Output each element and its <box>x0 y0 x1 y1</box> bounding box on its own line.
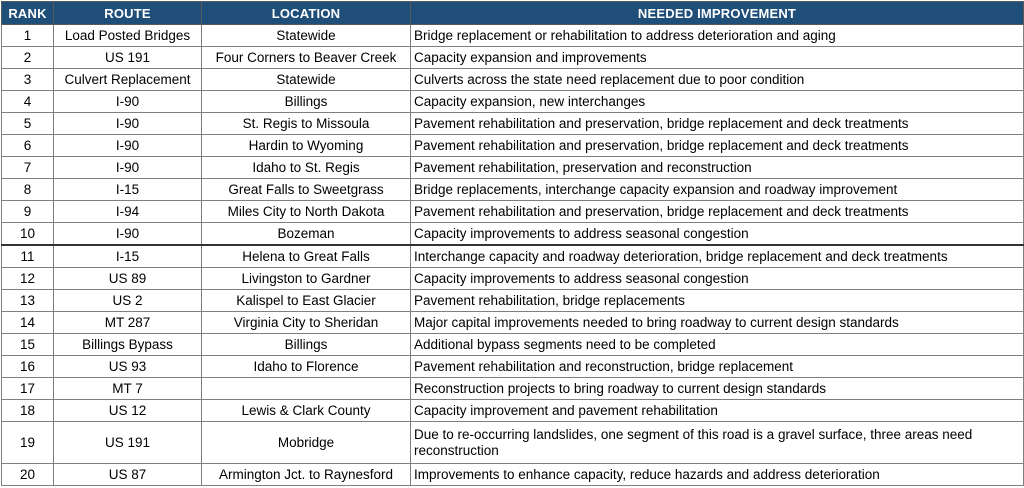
improvement-cell: Major capital improvements needed to bring roadway to current design standards <box>411 312 1024 334</box>
rank-cell: 1 <box>2 25 54 47</box>
header-rank: RANK <box>2 2 54 25</box>
rank-cell: 2 <box>2 47 54 69</box>
rank-cell: 5 <box>2 113 54 135</box>
header-location: LOCATION <box>202 2 411 25</box>
header-needed-improvement: NEEDED IMPROVEMENT <box>411 2 1024 25</box>
location-cell: Idaho to Florence <box>202 356 411 378</box>
route-cell: Load Posted Bridges <box>54 25 202 47</box>
location-cell: Hardin to Wyoming <box>202 135 411 157</box>
route-cell: MT 287 <box>54 312 202 334</box>
route-cell: US 2 <box>54 290 202 312</box>
route-cell: I-90 <box>54 157 202 179</box>
improvement-cell: Reconstruction projects to bring roadway to current design standards <box>411 378 1024 400</box>
location-cell: Bozeman <box>202 223 411 246</box>
improvement-cell: Culverts across the state need replacement due to poor condition <box>411 69 1024 91</box>
table-row <box>2 113 1024 135</box>
improvement-cell: Capacity improvements to address seasonal congestion <box>411 268 1024 290</box>
route-cell: US 89 <box>54 268 202 290</box>
rank-cell: 18 <box>2 400 54 422</box>
rank-cell: 10 <box>2 223 54 246</box>
improvement-cell: Pavement rehabilitation and preservation, bridge replacement and deck treatments <box>411 135 1024 157</box>
table-row <box>2 400 1024 422</box>
table-row <box>2 422 1024 464</box>
table-row <box>2 334 1024 356</box>
route-cell: I-94 <box>54 201 202 223</box>
route-cell: I-15 <box>54 179 202 201</box>
location-cell: Kalispel to East Glacier <box>202 290 411 312</box>
rank-cell: 16 <box>2 356 54 378</box>
table-row <box>2 378 1024 400</box>
rank-cell: 15 <box>2 334 54 356</box>
table-row <box>2 179 1024 201</box>
table-row <box>2 312 1024 334</box>
location-cell: Great Falls to Sweetgrass <box>202 179 411 201</box>
location-cell: Mobridge <box>202 422 411 464</box>
route-cell: I-15 <box>54 245 202 268</box>
location-cell: Billings <box>202 91 411 113</box>
route-cell: US 191 <box>54 422 202 464</box>
rank-cell: 7 <box>2 157 54 179</box>
header-route: ROUTE <box>54 2 202 25</box>
route-cell: I-90 <box>54 223 202 246</box>
improvement-cell: Capacity expansion and improvements <box>411 47 1024 69</box>
route-cell: I-90 <box>54 135 202 157</box>
table-row <box>2 245 1024 268</box>
location-cell: Miles City to North Dakota <box>202 201 411 223</box>
improvement-cell: Improvements to enhance capacity, reduce hazards and address deterioration <box>411 464 1024 486</box>
route-cell: I-90 <box>54 91 202 113</box>
improvement-cell: Capacity improvements to address seasonal congestion <box>411 223 1024 246</box>
route-cell: Culvert Replacement <box>54 69 202 91</box>
location-cell: Statewide <box>202 25 411 47</box>
improvement-cell: Pavement rehabilitation and preservation, bridge replacement and deck treatments <box>411 201 1024 223</box>
improvement-cell: Additional bypass segments need to be completed <box>411 334 1024 356</box>
table-row <box>2 464 1024 486</box>
improvements-table <box>1 1 1024 486</box>
rank-cell: 12 <box>2 268 54 290</box>
location-cell: Livingston to Gardner <box>202 268 411 290</box>
table-row <box>2 223 1024 246</box>
location-cell: Idaho to St. Regis <box>202 157 411 179</box>
route-cell: Billings Bypass <box>54 334 202 356</box>
location-cell: Four Corners to Beaver Creek <box>202 47 411 69</box>
table-row <box>2 25 1024 47</box>
rank-cell: 19 <box>2 422 54 464</box>
table-row <box>2 201 1024 223</box>
improvement-cell: Due to re-occurring landslides, one segment of this road is a gravel surface, three areas need reconstruction <box>411 422 1024 464</box>
rank-cell: 11 <box>2 245 54 268</box>
table-row <box>2 47 1024 69</box>
improvement-cell: Pavement rehabilitation, preservation and reconstruction <box>411 157 1024 179</box>
rank-cell: 13 <box>2 290 54 312</box>
table-row <box>2 135 1024 157</box>
route-cell: US 191 <box>54 47 202 69</box>
table-row <box>2 91 1024 113</box>
table-row <box>2 268 1024 290</box>
rank-cell: 8 <box>2 179 54 201</box>
location-cell: St. Regis to Missoula <box>202 113 411 135</box>
location-cell: Lewis & Clark County <box>202 400 411 422</box>
improvement-cell: Pavement rehabilitation and preservation, bridge replacement and deck treatments <box>411 113 1024 135</box>
rank-cell: 9 <box>2 201 54 223</box>
improvement-cell: Pavement rehabilitation, bridge replacements <box>411 290 1024 312</box>
improvement-cell: Capacity improvement and pavement rehabilitation <box>411 400 1024 422</box>
improvement-cell: Capacity expansion, new interchanges <box>411 91 1024 113</box>
location-cell: Helena to Great Falls <box>202 245 411 268</box>
location-cell: Statewide <box>202 69 411 91</box>
location-cell <box>202 378 411 400</box>
improvement-cell: Bridge replacements, interchange capacity expansion and roadway improvement <box>411 179 1024 201</box>
table-row <box>2 69 1024 91</box>
location-cell: Billings <box>202 334 411 356</box>
rank-cell: 3 <box>2 69 54 91</box>
header-row <box>2 2 1024 25</box>
rank-cell: 14 <box>2 312 54 334</box>
route-cell: US 12 <box>54 400 202 422</box>
rank-cell: 17 <box>2 378 54 400</box>
location-cell: Armington Jct. to Raynesford <box>202 464 411 486</box>
route-cell: US 87 <box>54 464 202 486</box>
location-cell: Virginia City to Sheridan <box>202 312 411 334</box>
table-row <box>2 157 1024 179</box>
route-cell: MT 7 <box>54 378 202 400</box>
improvement-cell: Bridge replacement or rehabilitation to address deterioration and aging <box>411 25 1024 47</box>
route-cell: I-90 <box>54 113 202 135</box>
rank-cell: 6 <box>2 135 54 157</box>
improvement-cell: Interchange capacity and roadway deterioration, bridge replacement and deck treatments <box>411 245 1024 268</box>
table-row <box>2 356 1024 378</box>
rank-cell: 4 <box>2 91 54 113</box>
route-cell: US 93 <box>54 356 202 378</box>
table-row <box>2 290 1024 312</box>
table-body <box>2 25 1024 486</box>
improvement-cell: Pavement rehabilitation and reconstruction, bridge replacement <box>411 356 1024 378</box>
rank-cell: 20 <box>2 464 54 486</box>
